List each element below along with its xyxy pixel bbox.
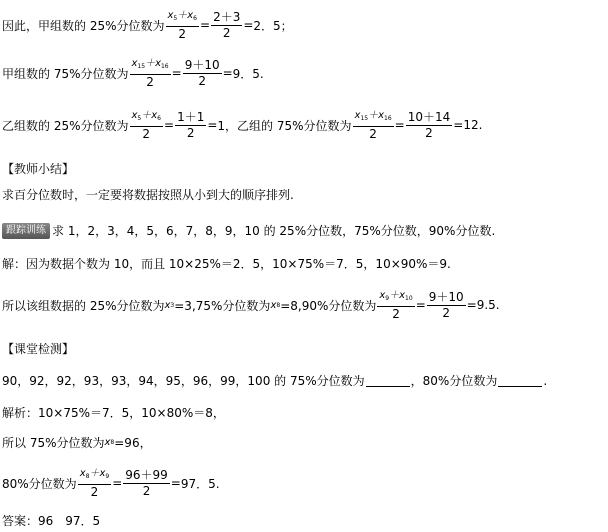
line-jia-75 bbox=[2, 56, 264, 90]
equals: = bbox=[222, 66, 233, 80]
fraction bbox=[78, 466, 112, 500]
value: 12. bbox=[463, 118, 483, 132]
var: x bbox=[187, 10, 194, 21]
numerator: 2＋3 bbox=[213, 9, 241, 24]
denominator: 2 bbox=[142, 127, 151, 141]
question-text: 90，92，92，93，93，94，95，96，99，100 的 75%分位数为 bbox=[2, 374, 365, 388]
numerator: 9＋10 bbox=[184, 57, 220, 72]
exercise-text: 求 1，2，3，4，5，6，7，8，9，10 的 25%分位数，75%分位数，90%分位数. bbox=[52, 224, 496, 238]
var: x bbox=[155, 58, 161, 69]
text: =3,75%分位数为 bbox=[174, 298, 271, 313]
text: 所以 75%分位数为 bbox=[2, 436, 105, 450]
teacher-summary-heading: 【教师小结】 bbox=[2, 162, 75, 176]
fraction bbox=[130, 56, 171, 90]
solution-conclusion-line bbox=[2, 288, 500, 322]
subscript: 15 bbox=[360, 115, 369, 122]
subscript: 8 bbox=[276, 301, 281, 309]
denominator: 2 bbox=[178, 27, 187, 41]
denominator: 2 bbox=[142, 483, 151, 498]
text: 乙组数的 25%分位数为 bbox=[2, 118, 129, 133]
denominator: 2 bbox=[392, 307, 400, 321]
subscript: 6 bbox=[157, 115, 161, 122]
equals: = bbox=[200, 18, 211, 32]
answer-line: 答案：96 97．5 bbox=[2, 514, 101, 528]
numerator: 10＋14 bbox=[407, 109, 451, 124]
var: x bbox=[379, 290, 386, 301]
text: 甲组数的 75%分位数为 bbox=[2, 66, 129, 81]
var: x bbox=[378, 110, 385, 121]
subscript: 6 bbox=[193, 15, 197, 22]
fraction bbox=[166, 8, 200, 42]
question-text: ，80%分位数为 bbox=[410, 374, 498, 388]
subscript: 16 bbox=[384, 115, 392, 122]
equals: = bbox=[164, 118, 175, 132]
denominator: 2 bbox=[146, 75, 154, 89]
fraction bbox=[123, 468, 170, 499]
subscript: 10 bbox=[405, 295, 413, 302]
equals: = bbox=[453, 118, 464, 132]
var: x bbox=[79, 468, 86, 479]
var: x bbox=[151, 110, 158, 121]
text: 因此，甲组数的 25%分位数为 bbox=[2, 18, 165, 33]
line-yi-25-75 bbox=[2, 108, 482, 142]
var: x bbox=[99, 468, 106, 479]
denominator: 2 bbox=[369, 127, 377, 141]
denominator: 2 bbox=[425, 125, 433, 140]
subscript: 9 bbox=[385, 295, 390, 302]
answer-blank[interactable] bbox=[366, 374, 410, 387]
plus: ＋ bbox=[177, 10, 188, 21]
fraction bbox=[130, 108, 164, 142]
plus: ＋ bbox=[389, 290, 400, 301]
plus: ＋ bbox=[89, 468, 100, 479]
class-check-question bbox=[2, 372, 547, 389]
class-check-heading: 【课堂检测】 bbox=[2, 342, 75, 356]
text: =96， bbox=[114, 436, 152, 450]
value: 1，乙组的 75%分位数为 bbox=[217, 118, 352, 133]
var: x bbox=[167, 10, 174, 21]
text: 80%分位数为 bbox=[2, 476, 77, 491]
value: 2．5； bbox=[253, 18, 293, 33]
fraction bbox=[427, 290, 466, 321]
equals: = bbox=[394, 118, 405, 132]
var: x bbox=[354, 110, 361, 121]
var: x bbox=[399, 290, 406, 301]
fraction bbox=[377, 288, 414, 322]
plus: ＋ bbox=[141, 110, 152, 121]
equals: = bbox=[415, 298, 426, 312]
numerator: 96＋99 bbox=[125, 467, 168, 482]
var: x bbox=[164, 299, 171, 311]
fraction bbox=[353, 108, 394, 142]
var: x bbox=[131, 110, 138, 121]
denominator: 2 bbox=[222, 25, 231, 40]
fraction bbox=[406, 110, 453, 141]
analysis-75-line bbox=[2, 434, 152, 451]
subscript: 8 bbox=[110, 439, 115, 446]
equals: = bbox=[243, 18, 254, 32]
subscript: 5 bbox=[173, 15, 178, 22]
subscript: 9 bbox=[105, 473, 110, 480]
equals: = bbox=[207, 118, 218, 132]
denominator: 2 bbox=[198, 73, 206, 88]
subscript: 8 bbox=[85, 473, 90, 480]
fraction bbox=[175, 110, 206, 141]
answer-blank[interactable] bbox=[498, 374, 542, 387]
subscript: 15 bbox=[137, 63, 146, 70]
denominator: 2 bbox=[186, 125, 195, 140]
teacher-summary-text: 求百分位数时，一定要将数据按照从小到大的顺序排列. bbox=[2, 188, 294, 202]
analysis-80-line bbox=[2, 466, 220, 500]
var: x bbox=[131, 58, 138, 69]
var: x bbox=[104, 437, 111, 448]
value: 9．5. bbox=[232, 66, 264, 81]
analysis-line: 解析：10×75%＝7．5，10×80%＝8， bbox=[2, 406, 225, 420]
equals: = bbox=[112, 476, 123, 490]
numerator: 9＋10 bbox=[428, 289, 464, 304]
line-gaoup-jia-25 bbox=[2, 8, 293, 42]
var: x bbox=[270, 299, 277, 311]
value: 9.5. bbox=[476, 298, 500, 312]
numerator: 1＋1 bbox=[177, 109, 205, 124]
track-training-badge: 跟踪训练 bbox=[2, 223, 50, 239]
denominator: 2 bbox=[442, 305, 451, 320]
equals: = bbox=[170, 476, 181, 490]
exercise-line bbox=[2, 222, 495, 239]
text: 所以该组数据的 25%分位数为 bbox=[2, 298, 165, 313]
fraction bbox=[211, 10, 242, 41]
subscript: 5 bbox=[137, 115, 142, 122]
fraction bbox=[183, 58, 222, 89]
subscript: 3 bbox=[170, 301, 175, 309]
equals: = bbox=[466, 298, 477, 312]
denominator: 2 bbox=[90, 485, 99, 499]
equals: = bbox=[171, 66, 182, 80]
question-text: . bbox=[543, 373, 548, 388]
plus: ＋ bbox=[145, 58, 156, 69]
subscript: 16 bbox=[160, 63, 169, 70]
text: =8,90%分位数为 bbox=[280, 298, 377, 313]
solution-line: 解：因为数据个数为 10，而且 10×25%＝2．5，10×75%＝7．5，10×90%＝9. bbox=[2, 257, 451, 271]
value: 97．5. bbox=[180, 476, 220, 491]
plus: ＋ bbox=[368, 110, 379, 121]
